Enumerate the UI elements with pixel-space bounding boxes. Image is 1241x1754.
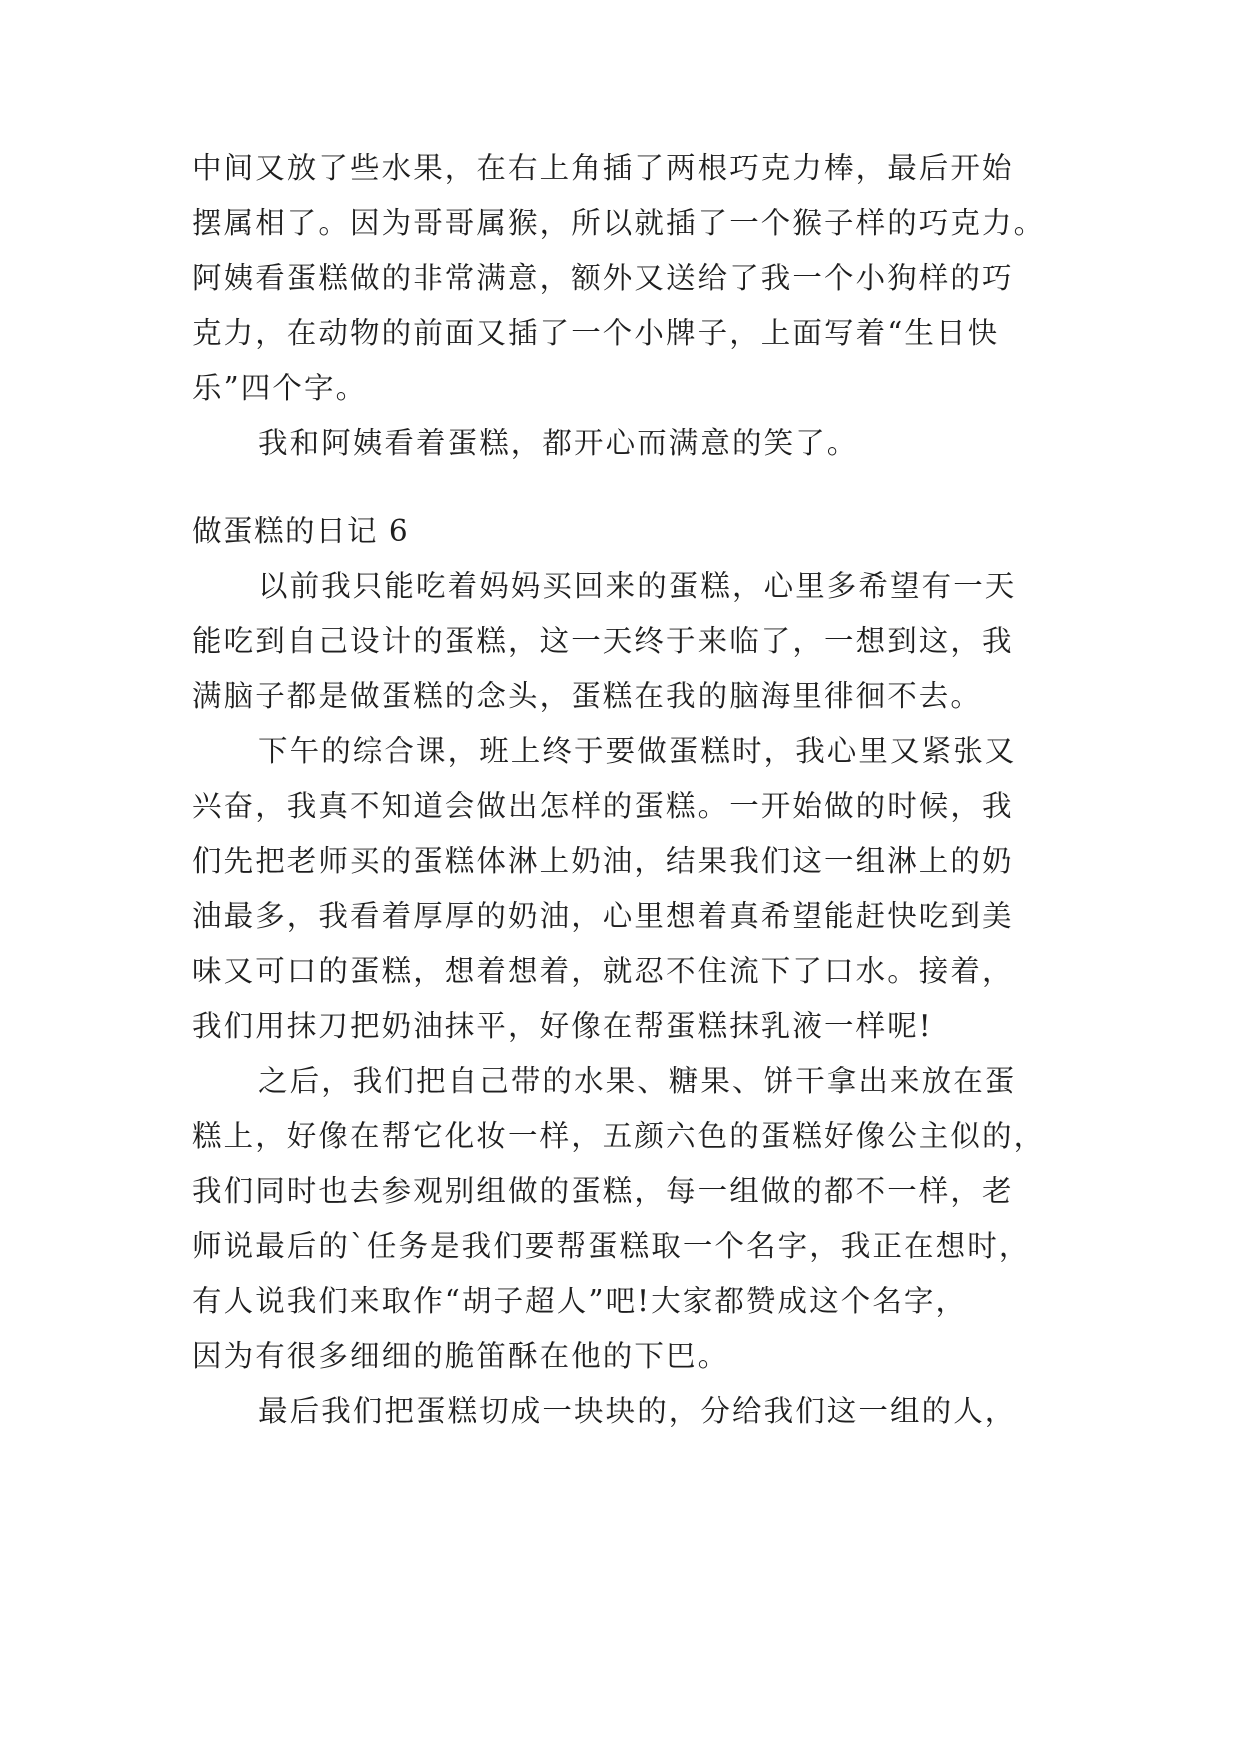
paragraph-line: 之后，我们把自己带的水果、糖果、饼干拿出来放在蛋 xyxy=(258,1064,1017,1098)
paragraph-line: 摆属相了。因为哥哥属猴，所以就插了一个猴子样的巧克力。 xyxy=(192,206,1046,240)
paragraph-line: 乐”四个字。 xyxy=(192,371,368,405)
paragraph-line: 我们用抹刀把奶油抹平，好像在帮蛋糕抹乳液一样呢! xyxy=(192,1009,933,1043)
paragraph-line: 有人说我们来取作“胡子超人”吧!大家都赞成这个名字， xyxy=(192,1284,968,1318)
paragraph-line: 满脑子都是做蛋糕的念头，蛋糕在我的脑海里徘徊不去。 xyxy=(192,679,983,713)
paragraph-line: 克力，在动物的前面又插了一个小牌子，上面写着“生日快 xyxy=(192,316,1000,350)
paragraph-line: 我们同时也去参观别组做的蛋糕，每一组做的都不一样，老 xyxy=(192,1174,1014,1208)
paragraph-line: 因为有很多细细的脆笛酥在他的下巴。 xyxy=(192,1339,730,1373)
paragraph-line: 中间又放了些水果，在右上角插了两根巧克力棒，最后开始 xyxy=(192,151,1014,185)
section-heading: 做蛋糕的日记 6 xyxy=(192,514,410,548)
paragraph-line: 兴奋，我真不知道会做出怎样的蛋糕。一开始做的时候，我 xyxy=(192,789,1014,823)
paragraph-line: 们先把老师买的蛋糕体淋上奶油，结果我们这一组淋上的奶 xyxy=(192,844,1014,878)
paragraph-line: 能吃到自己设计的蛋糕，这一天终于来临了，一想到这，我 xyxy=(192,624,1014,658)
paragraph-line: 下午的综合课，班上终于要做蛋糕时，我心里又紧张又 xyxy=(258,734,1017,768)
paragraph-line: 阿姨看蛋糕做的非常满意，额外又送给了我一个小狗样的巧 xyxy=(192,261,1014,295)
paragraph-line: 味又可口的蛋糕，想着想着，就忍不住流下了口水。接着， xyxy=(192,954,1014,988)
paragraph-line: 最后我们把蛋糕切成一块块的，分给我们这一组的人， xyxy=(258,1394,1017,1428)
paragraph-line: 油最多，我看着厚厚的奶油，心里想着真希望能赶快吃到美 xyxy=(192,899,1014,933)
paragraph-line: 我和阿姨看着蛋糕，都开心而满意的笑了。 xyxy=(258,426,859,460)
paragraph-line: 糕上，好像在帮它化妆一样，五颜六色的蛋糕好像公主似的， xyxy=(192,1119,1046,1153)
paragraph-line: 师说最后的`任务是我们要帮蛋糕取一个名字，我正在想时， xyxy=(192,1229,1031,1263)
paragraph-line: 以前我只能吃着妈妈买回来的蛋糕，心里多希望有一天 xyxy=(258,569,1017,603)
